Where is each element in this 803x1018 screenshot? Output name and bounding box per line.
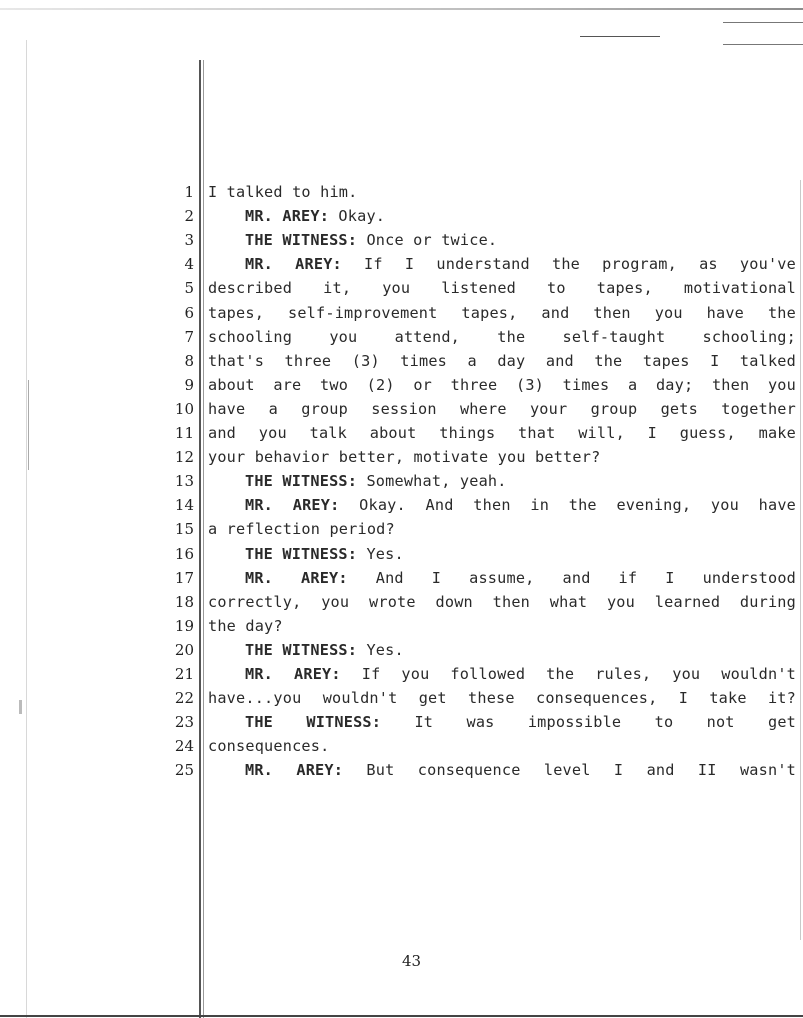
transcript-line	[0, 566, 803, 590]
line-body: Okay. And then in the evening, you have	[339, 496, 796, 515]
line-body: Yes.	[357, 640, 404, 659]
line-body: But consequence level I and II wasn't	[343, 761, 796, 780]
line-text	[208, 228, 796, 252]
line-body: If I understand the program, as you've	[341, 255, 796, 274]
page-number: 43	[401, 952, 422, 970]
scan-mark	[723, 44, 803, 45]
transcript-line	[0, 180, 803, 204]
line-body: Once or twice.	[357, 231, 498, 250]
line-body: tapes, self-improvement tapes, and then you have the	[208, 303, 796, 322]
scan-top-border	[0, 8, 803, 10]
line-number: 23	[174, 713, 194, 732]
line-text	[208, 710, 796, 734]
line-number: 9	[184, 375, 194, 394]
line-text	[208, 493, 796, 517]
scan-mark	[580, 36, 660, 37]
scan-mark	[723, 22, 803, 23]
line-number: 24	[174, 737, 194, 756]
line-text	[208, 276, 796, 300]
line-text	[208, 469, 796, 493]
transcript-line	[0, 590, 803, 614]
transcript-line	[0, 686, 803, 710]
line-number: 21	[174, 665, 194, 683]
line-body: Yes.	[357, 544, 404, 563]
line-number: 1	[184, 183, 194, 201]
line-text	[208, 325, 796, 349]
line-body: If you followed the rules, you wouldn't	[340, 665, 796, 683]
line-body: about are two (2) or three (3) times a day; then you	[208, 375, 796, 394]
line-number: 18	[174, 592, 194, 611]
line-text	[208, 566, 796, 590]
line-number: 17	[174, 568, 194, 587]
line-text	[208, 614, 796, 638]
line-body: Somewhat, yeah.	[357, 472, 507, 491]
line-body: have a group session where your group gets together	[208, 399, 796, 418]
line-text	[208, 397, 796, 421]
line-body: It was impossible to not get	[381, 713, 796, 732]
transcript-line	[0, 252, 803, 276]
line-text	[208, 373, 796, 397]
transcript-line	[0, 204, 803, 228]
line-text	[208, 301, 796, 325]
transcript-line	[0, 493, 803, 517]
speaker-label: THE WITNESS:	[245, 713, 382, 732]
transcript-line	[0, 614, 803, 638]
transcript-line	[0, 228, 803, 252]
line-body: And I assume, and if I understood	[347, 568, 796, 587]
line-text	[208, 638, 796, 662]
line-number: 22	[174, 689, 194, 708]
line-body: I talked to him.	[208, 183, 358, 201]
line-body: schooling you attend, the self-taught schooling;	[208, 327, 796, 346]
line-text	[208, 204, 796, 228]
line-body: and you talk about things that will, I guess, make	[208, 424, 796, 442]
transcript-line	[0, 373, 803, 397]
line-body: correctly, you wrote down then what you learned during	[208, 592, 796, 611]
transcript-line	[0, 397, 803, 421]
speaker-label: THE WITNESS:	[245, 472, 358, 491]
line-body: consequences.	[208, 737, 330, 756]
line-text	[208, 445, 796, 469]
transcript-line	[0, 734, 803, 758]
speaker-label: MR. AREY:	[245, 761, 344, 780]
transcript-line	[0, 638, 803, 662]
line-number: 5	[184, 279, 194, 298]
transcript-line	[0, 662, 803, 686]
line-text	[208, 421, 796, 445]
speaker-label: THE WITNESS:	[245, 544, 358, 563]
line-number: 12	[174, 448, 194, 467]
speaker-label: THE WITNESS:	[245, 640, 358, 659]
line-number: 25	[174, 761, 194, 780]
line-number: 10	[174, 399, 194, 418]
line-number: 4	[184, 255, 194, 274]
line-number: 7	[184, 327, 194, 346]
speaker-label: MR. AREY:	[245, 665, 341, 683]
line-body: described it, you listened to tapes, motivational	[208, 279, 796, 298]
speaker-label: MR. AREY:	[245, 207, 330, 226]
line-text	[208, 686, 796, 710]
speaker-label: MR. AREY:	[245, 255, 342, 274]
line-body: the day?	[208, 616, 283, 635]
line-number: 16	[174, 544, 194, 563]
speaker-label: THE WITNESS:	[245, 231, 358, 250]
line-text	[208, 517, 796, 541]
line-number: 13	[174, 472, 194, 491]
line-text	[208, 542, 796, 566]
line-body: a reflection period?	[208, 520, 395, 539]
line-text	[208, 590, 796, 614]
line-text	[208, 758, 796, 782]
transcript-line	[0, 325, 803, 349]
line-text	[208, 349, 796, 373]
line-body: Okay.	[329, 207, 386, 226]
speaker-label: MR. AREY:	[245, 568, 348, 587]
transcript-line	[0, 421, 803, 445]
line-number: 11	[174, 424, 194, 442]
transcript-line	[0, 517, 803, 541]
transcript-line	[0, 710, 803, 734]
line-text	[208, 180, 796, 204]
line-text	[208, 734, 796, 758]
line-number: 3	[184, 231, 194, 250]
line-number: 15	[174, 520, 194, 539]
line-body: have...you wouldn't get these consequences, I take it?	[208, 689, 796, 708]
scan-bottom-border	[0, 1015, 803, 1017]
transcript-line	[0, 445, 803, 469]
line-body: your behavior better, motivate you better?	[208, 448, 601, 467]
line-number: 6	[184, 303, 194, 322]
line-number: 19	[174, 616, 194, 635]
transcript-line	[0, 469, 803, 493]
line-number: 20	[174, 640, 194, 659]
transcript-line	[0, 301, 803, 325]
speaker-label: MR. AREY:	[245, 496, 340, 515]
line-body: that's three (3) times a day and the tapes I talked	[208, 351, 796, 370]
line-number: 14	[174, 496, 194, 515]
transcript-line	[0, 276, 803, 300]
line-number: 8	[184, 351, 194, 370]
transcript-line	[0, 542, 803, 566]
transcript-line	[0, 758, 803, 782]
transcript-line	[0, 349, 803, 373]
line-number: 2	[184, 207, 194, 226]
line-text	[208, 252, 796, 276]
line-text	[208, 662, 796, 686]
